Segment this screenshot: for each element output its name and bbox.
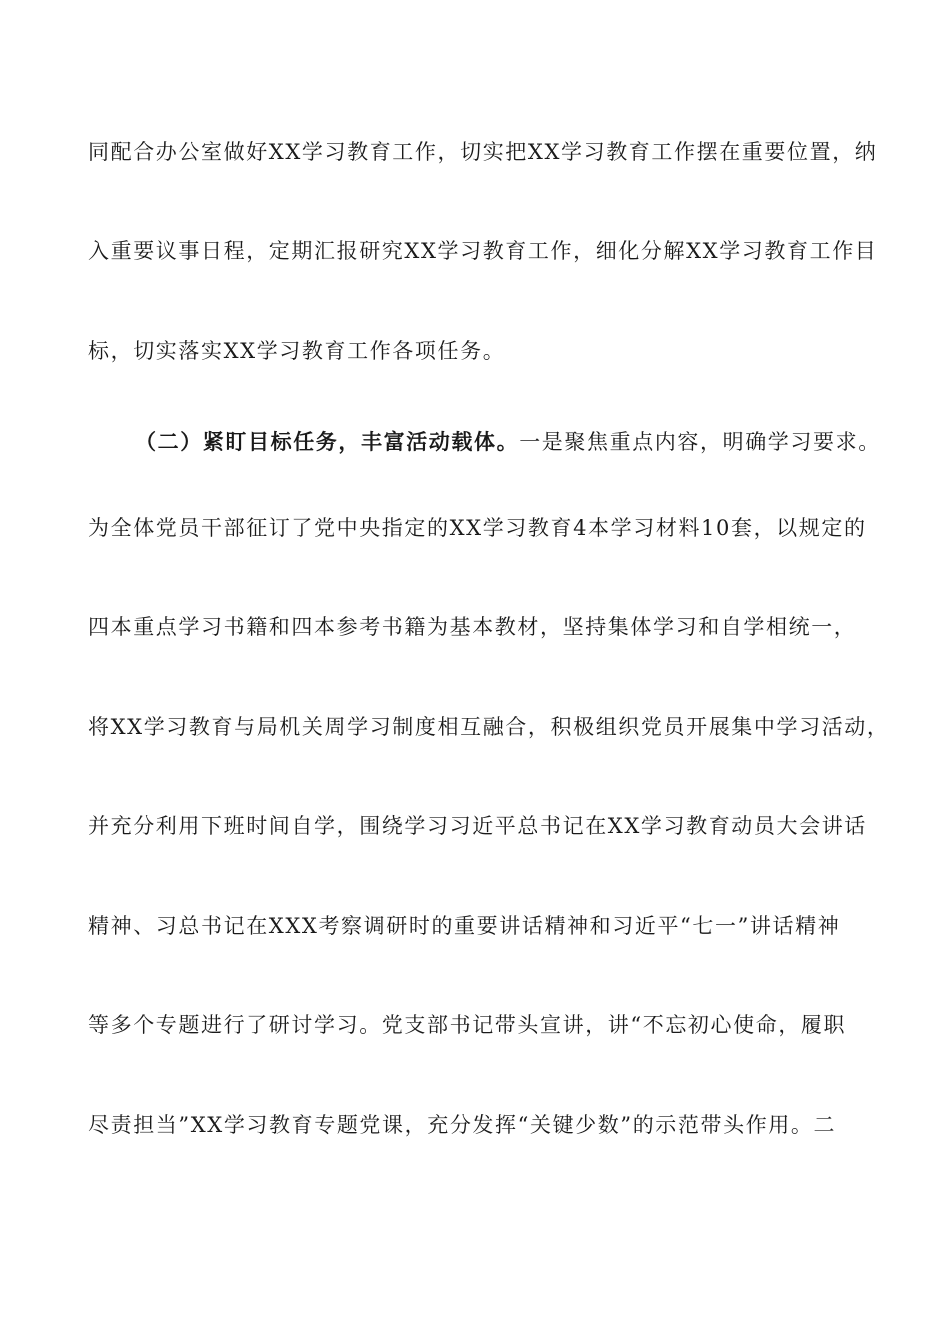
paragraph-line: 标，切实落实XX学习教育工作各项任务。: [88, 339, 506, 363]
paragraph-line: 入重要议事日程，定期汇报研究XX学习教育工作，细化分解XX学习教育工作目: [88, 239, 878, 263]
paragraph-line: 同配合办公室做好XX学习教育工作，切实把XX学习教育工作摆在重要位置，纳: [88, 140, 878, 164]
paragraph-line: 将XX学习教育与局机关周学习制度相互融合，积极组织党员开展集中学习活动，: [88, 715, 890, 739]
section-heading-text: 一是聚焦重点内容，明确学习要求。: [519, 430, 881, 454]
paragraph-line: 四本重点学习书籍和四本参考书籍为基本教材，坚持集体学习和自学相统一，: [88, 615, 857, 639]
section-heading-line: [135, 427, 880, 457]
paragraph-line: 并充分利用下班时间自学，围绕学习习近平总书记在XX学习教育动员大会讲话: [88, 814, 867, 838]
paragraph-line: 为全体党员干部征订了党中央指定的XX学习教育4本学习材料10套，以规定的: [88, 516, 867, 540]
paragraph-line: 尽责担当”XX学习教育专题党课，充分发挥“关键少数”的示范带头作用。二: [88, 1113, 837, 1137]
paragraph-line: 等多个专题进行了研讨学习。党支部书记带头宣讲，讲“不忘初心使命，履职: [88, 1013, 847, 1037]
section-heading: （二）紧盯目标任务，丰富活动载体。: [135, 429, 520, 454]
paragraph-line: 精神、习总书记在XXX考察调研时的重要讲话精神和习近平“七一”讲话精神: [88, 914, 841, 938]
